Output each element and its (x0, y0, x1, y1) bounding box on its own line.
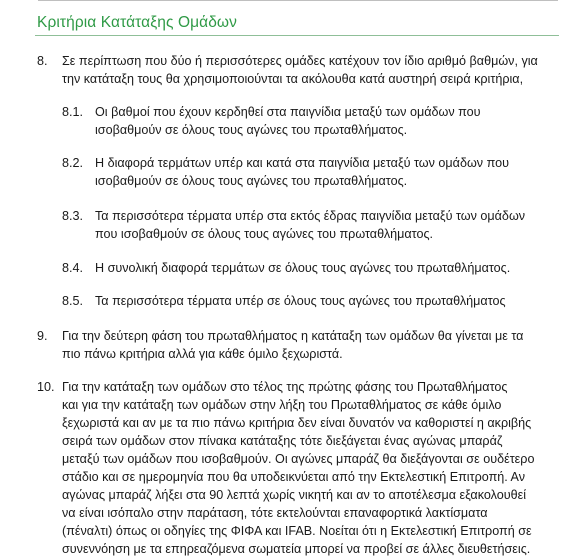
item-text (95, 103, 481, 139)
item-text (62, 378, 534, 558)
text-line: Τα περισσότερα τέρματα υπέρ σε όλους τους αγώνες του πρωταθλήματος (95, 294, 506, 308)
text-line: που ισοβαθμούν σε όλους τους αγώνες του πρωταθλήματος. (95, 227, 434, 241)
text-line: ισοβαθμούν σε όλους τους αγώνες του πρωταθλήματος. (95, 123, 408, 137)
text-line: Για την δεύτερη φάση του πρωταθλήματος η κατάταξη των ομάδων θα γίνεται με τα (62, 329, 524, 343)
item-text (95, 292, 506, 310)
text-line: Η συνολική διαφορά τερμάτων σε όλους τους αγώνες του πρωταθλήματος. (95, 261, 511, 275)
item-number: 8.1. (62, 105, 84, 119)
text-line: (πέναλτι) όπως οι οδηγίες της ΦΙΦΑ και IFAB. Νοείται ότι η Εκτελεστική Επιτροπή σε (62, 524, 532, 538)
text-line: Τα περισσότερα τέρματα υπέρ στα εκτός έδρας παιγνίδια μεταξύ των ομάδων (95, 209, 526, 223)
text-line: Οι βαθμοί που έχουν κερδηθεί στα παιγνίδια μεταξύ των ομάδων που (95, 105, 481, 119)
item-number: 8.3. (62, 209, 84, 223)
text-line: να είναι ισόπαλο στην παράταση, τότε εκτελούνται επαναφορτικά λακτίσματα (62, 506, 488, 520)
item-number: 8.5. (62, 294, 84, 308)
text-line: την κατάταξη τους θα χρησιμοποιούνται τα ακόλουθα κατά αυστηρή σειρά κριτήρια, (62, 72, 524, 86)
text-line: στάδιο και σε ημερομηνία που θα υποδεικνύεται από την Εκτελεστική Επιτροπή. Αν (62, 470, 526, 484)
text-line: αγώνας μπαράζ λήξει στα 90 λεπτά χωρίς νικητή και αν το αποτέλεσμα εξακολουθεί (62, 488, 527, 502)
text-line: σειρά των ομάδων στον πίνακα κατάταξης τότε διεξάγεται ένας αγώνας μπαράζ (62, 434, 503, 448)
text-line: Για την κατάταξη των ομάδων στο τέλος της πρώτης φάσης του Πρωταθλήματος (62, 380, 508, 394)
item-text (95, 207, 525, 243)
item-number: 8. (37, 54, 48, 68)
text-line: πιο πάνω κριτήρια αλλά για κάθε όμιλο ξεχωριστά. (62, 347, 343, 361)
item-text (95, 154, 509, 190)
item-number: 8.4. (62, 261, 84, 275)
top-divider (38, 0, 558, 1)
item-number: 8.2. (62, 156, 84, 170)
section-title: Κριτήρια Κατάταξης Ομάδων (37, 14, 237, 31)
item-number: 9. (37, 329, 48, 343)
item-text (95, 259, 510, 277)
text-line: συνεννόηση με τα επηρεαζόμενα σωματεία μπορεί να προβεί σε άλλες διευθετήσεις. (62, 542, 531, 556)
item-text (62, 52, 538, 88)
item-number: 10. (37, 380, 55, 394)
text-line: και για την κατάταξη των ομάδων στην λήξη του Πρωταθλήματος σε κάθε όμιλο (62, 398, 502, 412)
text-line: Σε περίπτωση που δύο ή περισσότερες ομάδες κατέχουν τον ίδιο αριθμό βαθμών, για (62, 54, 538, 68)
text-line: ξεχωριστά και αν με τα πιο πάνω κριτήρια δεν είναι δυνατόν να καθοριστεί η ακριβής (62, 416, 532, 430)
text-line: ισοβαθμούν σε όλους τους αγώνες του πρωταθλήματος. (95, 174, 408, 188)
item-text (62, 327, 523, 363)
text-line: Η διαφορά τερμάτων υπέρ και κατά στα παιγνίδια μεταξύ των ομάδων που (95, 156, 509, 170)
text-line: μεταξύ των ομάδων που ισοβαθμούν. Οι αγώνες μπαράζ θα διεξάγονται σε ουδέτερο (62, 452, 535, 466)
title-underline (35, 35, 559, 36)
